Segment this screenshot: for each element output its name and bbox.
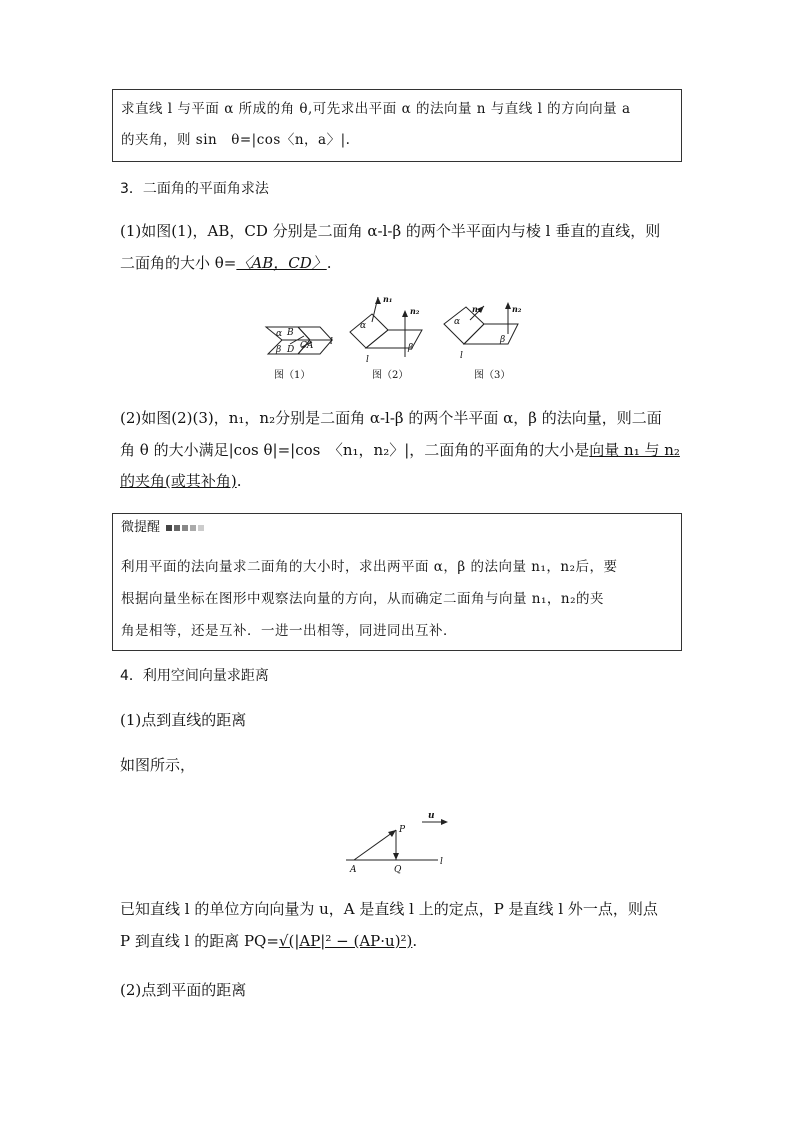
sec4-p-line2 (120, 928, 417, 954)
box1-line1: 求直线 l 与平面 α 所成的角 θ,可先求出平面 α 的法向量 n 与直线 l 的方向向量 a (121, 101, 631, 117)
point-to-line-figure (342, 808, 462, 878)
section4-heading: 4．利用空间向量求距离 (120, 668, 269, 684)
sec3-p2-line2 (120, 437, 680, 463)
ap-arrowhead (388, 830, 396, 837)
fig2-n1-arrowhead (375, 297, 381, 304)
fig1-label: 图（1） (274, 370, 311, 381)
sec4-p-line1: 已知直线 l 的单位方向向量为 u，A 是直线 l 上的定点，P 是直线 l 外一点，则点 (120, 900, 658, 918)
fig2-l: l (366, 355, 369, 365)
fig4-u: u (428, 811, 435, 821)
sec3-p2-line2-answer: 向量 n₁ 与 n₂ (589, 441, 680, 459)
fig3-label: 图（3） (474, 370, 511, 381)
sec3-p2-line3-answer: 的夹角(或其补角) (120, 472, 237, 490)
fig4-A: A (350, 865, 357, 875)
fig4-P: P (399, 825, 406, 835)
fig4-l: l (440, 857, 443, 867)
sec3-p1-line2 (120, 250, 332, 276)
sec3-p2-line3 (120, 468, 242, 494)
fig2-n2-arrowhead (402, 310, 408, 317)
sec4-intro: 如图所示， (120, 756, 196, 774)
fig4-Q: Q (394, 865, 402, 875)
tip-line3: 角是相等，还是互补．一进一出相等，同进同出互补． (121, 623, 457, 639)
tip-title-text: 微提醒 (121, 520, 161, 535)
sec3-p1-line1: (1)如图(1)，AB，CD 分别是二面角 α-l-β 的两个半平面内与棱 l 垂直的直线，则 (120, 222, 661, 240)
fig3-alpha: α (454, 317, 461, 327)
u-arrowhead (441, 819, 448, 825)
fig1-B: B (287, 328, 294, 338)
fig2-beta: β (408, 343, 414, 353)
sec3-p2-line3-suffix: . (236, 472, 242, 490)
fig1-alpha: α (276, 329, 283, 339)
box1-line2: 的夹角，则 sin θ=|cos〈n，a〉|. (121, 132, 351, 148)
fig2-label: 图（2） (372, 370, 409, 381)
tip-title (121, 515, 204, 541)
fig1-D: D (287, 345, 295, 355)
tip-title-decoration (164, 520, 204, 535)
fig2-n2: n₂ (410, 306, 420, 316)
sec3-p1-line2-answer: 〈AB，CD〉 (236, 254, 327, 272)
distance-formula: √(|AP|² − (AP·u)²) (278, 932, 413, 950)
section3-heading: 3．二面角的平面角求法 (120, 181, 269, 197)
fig3-n1: n₁ (472, 304, 482, 314)
sec4-p-line2-suffix: . (412, 932, 418, 950)
sec3-p1-line2-prefix: 二面角的大小 θ= (120, 254, 237, 272)
fig2-n1: n₁ (383, 294, 393, 304)
pq-arrowhead (393, 853, 399, 860)
fig3-n2: n₂ (512, 304, 522, 314)
sec3-p1-line2-suffix: . (326, 254, 332, 272)
fig2-alpha: α (360, 321, 367, 331)
sec3-p2-line1: (2)如图(2)(3)，n₁，n₂分别是二面角 α-l-β 的两个半平面 α，β 的法向量，则二面 (120, 409, 662, 427)
sec4-sub1: (1)点到直线的距离 (120, 711, 247, 729)
sec3-p2-line2-prefix: 角 θ 的大小满足|cos θ|=|cos 〈n₁，n₂〉|，二面角的平面角的大小是 (120, 441, 590, 459)
tip-line2: 根据向量坐标在图形中观察法向量的方向，从而确定二面角与向量 n₁，n₂的夹 (121, 591, 605, 607)
sec4-sub2: (2)点到平面的距离 (120, 981, 247, 999)
fig3-n2-arrowhead (505, 302, 511, 309)
dihedral-figures (262, 292, 562, 392)
tip-line1: 利用平面的法向量求二面角的大小时，求出两平面 α，β 的法向量 n₁，n₂后，要 (121, 559, 618, 575)
fig1-CA: CA (300, 341, 314, 351)
fig3-beta: β (500, 335, 506, 345)
sec4-p-line2-prefix: P 到直线 l 的距离 PQ= (120, 932, 279, 950)
fig1-beta: β (276, 345, 282, 355)
fig3-l: l (460, 351, 463, 361)
fig1-l: l (330, 337, 333, 347)
